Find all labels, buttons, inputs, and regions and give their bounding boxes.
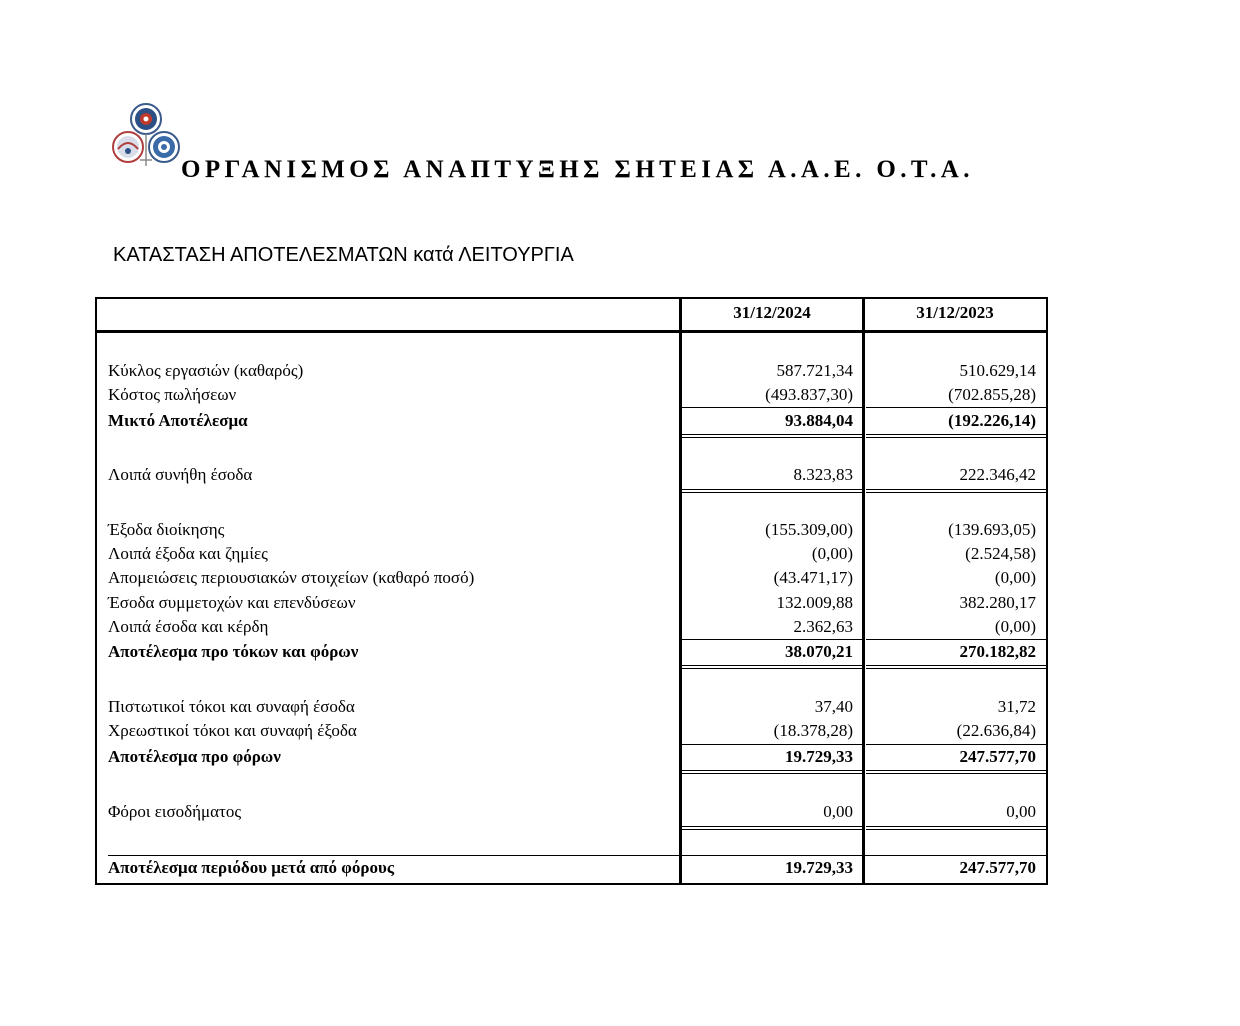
value-2024: 93.884,04 xyxy=(785,411,853,430)
subtotal-row xyxy=(95,640,1048,664)
subtotal-rule xyxy=(682,770,863,771)
value-2024: 8.323,83 xyxy=(793,465,853,484)
value-2024: (493.837,30) xyxy=(765,385,853,404)
table-row xyxy=(95,615,1048,639)
value-2023: (2.524,58) xyxy=(965,544,1036,563)
row-label: Λοιπά συνήθη έσοδα xyxy=(108,465,253,484)
subtotal-rule xyxy=(682,773,863,774)
subtotal-rule xyxy=(866,773,1048,774)
row-label: Έξοδα διοίκησης xyxy=(108,520,225,539)
row-label: Απομειώσεις περιουσιακών στοιχείων (καθαρό ποσό) xyxy=(108,568,475,587)
table-row xyxy=(95,518,1048,542)
subtotal-rule xyxy=(866,829,1048,830)
column-header-2024: 31/12/2024 xyxy=(733,303,811,322)
value-2024: (43.471,17) xyxy=(773,568,853,587)
table-row xyxy=(95,591,1048,615)
subtotal-row xyxy=(95,409,1048,433)
value-2023: (192.226,14) xyxy=(948,411,1036,430)
value-2023: 247.577,70 xyxy=(959,858,1036,877)
header-rule xyxy=(95,330,1048,333)
subtotal-rule xyxy=(682,665,863,666)
value-2023: 247.577,70 xyxy=(959,747,1036,766)
row-label: Μικτό Αποτέλεσμα xyxy=(108,411,248,430)
column-header-2023: 31/12/2023 xyxy=(916,303,994,322)
row-label: Λοιπά έξοδα και ζημίες xyxy=(108,544,268,563)
subtotal-rule xyxy=(682,437,863,438)
table-row xyxy=(95,566,1048,590)
row-label: Έσοδα συμμετοχών και επενδύσεων xyxy=(108,593,356,612)
value-2024: (0,00) xyxy=(811,544,853,563)
subtotal-rule xyxy=(682,434,863,435)
table-row xyxy=(95,463,1048,487)
value-2023: (139.693,05) xyxy=(948,520,1036,539)
value-2023: (702.855,28) xyxy=(948,385,1036,404)
subtotal-rule xyxy=(682,407,863,408)
row-label: Χρεωστικοί τόκοι και συναφή έξοδα xyxy=(108,721,357,740)
total-row xyxy=(95,856,1048,880)
value-2024: 37,40 xyxy=(814,697,853,716)
statement-title: ΚΑΤΑΣΤΑΣΗ ΑΠΟΤΕΛΕΣΜΑΤΩΝ κατά ΛΕΙΤΟΥΡΓΙΑ xyxy=(113,244,574,266)
table-row xyxy=(95,359,1048,383)
organization-logo-icon xyxy=(110,102,182,168)
subtotal-rule xyxy=(866,826,1048,827)
table-row xyxy=(95,719,1048,743)
subtotal-rule xyxy=(866,407,1048,408)
subtotal-rule xyxy=(682,489,863,490)
value-2023: (0,00) xyxy=(994,568,1036,587)
income-statement-table xyxy=(95,297,1048,885)
subtotal-rule xyxy=(866,434,1048,435)
value-2024: 0,00 xyxy=(823,802,853,821)
table-row xyxy=(95,800,1048,824)
value-2023: 0,00 xyxy=(1006,802,1036,821)
row-label: Κύκλος εργασιών (καθαρός) xyxy=(108,361,304,380)
organization-name: ΟΡΓΑΝΙΣΜΟΣ ΑΝΑΠΤΥΞΗΣ ΣΗΤΕΙΑΣ Α.Α.Ε. Ο.Τ.Α. xyxy=(181,156,974,183)
row-label: Αποτέλεσμα προ τόκων και φόρων xyxy=(108,642,359,661)
subtotal-rule xyxy=(682,829,863,830)
value-2023: (0,00) xyxy=(994,617,1036,636)
subtotal-rule xyxy=(866,492,1048,493)
subtotal-rule xyxy=(866,437,1048,438)
row-label: Λοιπά έσοδα και κέρδη xyxy=(108,617,269,636)
row-label: Κόστος πωλήσεων xyxy=(108,385,237,404)
subtotal-rule xyxy=(682,826,863,827)
value-2023: 382.280,17 xyxy=(959,593,1036,612)
value-2023: 222.346,42 xyxy=(959,465,1036,484)
table-row xyxy=(95,695,1048,719)
value-2024: 587.721,34 xyxy=(776,361,853,380)
value-2024: 38.070,21 xyxy=(785,642,853,661)
subtotal-rule xyxy=(682,668,863,669)
subtotal-row xyxy=(95,745,1048,769)
subtotal-rule xyxy=(866,668,1048,669)
table-row xyxy=(95,383,1048,407)
value-2024: 132.009,88 xyxy=(776,593,853,612)
value-2023: 510.629,14 xyxy=(959,361,1036,380)
table-row xyxy=(95,542,1048,566)
value-2023: (22.636,84) xyxy=(956,721,1036,740)
row-label: Πιστωτικοί τόκοι και συναφή έσοδα xyxy=(108,697,355,716)
value-2023: 31,72 xyxy=(997,697,1036,716)
subtotal-rule xyxy=(866,665,1048,666)
subtotal-rule xyxy=(866,770,1048,771)
value-2024: 19.729,33 xyxy=(785,858,853,877)
value-2024: 2.362,63 xyxy=(793,617,853,636)
value-2023: 270.182,82 xyxy=(959,642,1036,661)
row-label: Αποτέλεσμα περιόδου μετά από φόρους xyxy=(108,858,394,877)
subtotal-rule xyxy=(866,489,1048,490)
subtotal-rule xyxy=(682,492,863,493)
value-2024: (155.309,00) xyxy=(765,520,853,539)
row-label: Φόροι εισοδήματος xyxy=(108,802,242,821)
value-2024: (18.378,28) xyxy=(773,721,853,740)
value-2024: 19.729,33 xyxy=(785,747,853,766)
row-label: Αποτέλεσμα προ φόρων xyxy=(108,747,281,766)
